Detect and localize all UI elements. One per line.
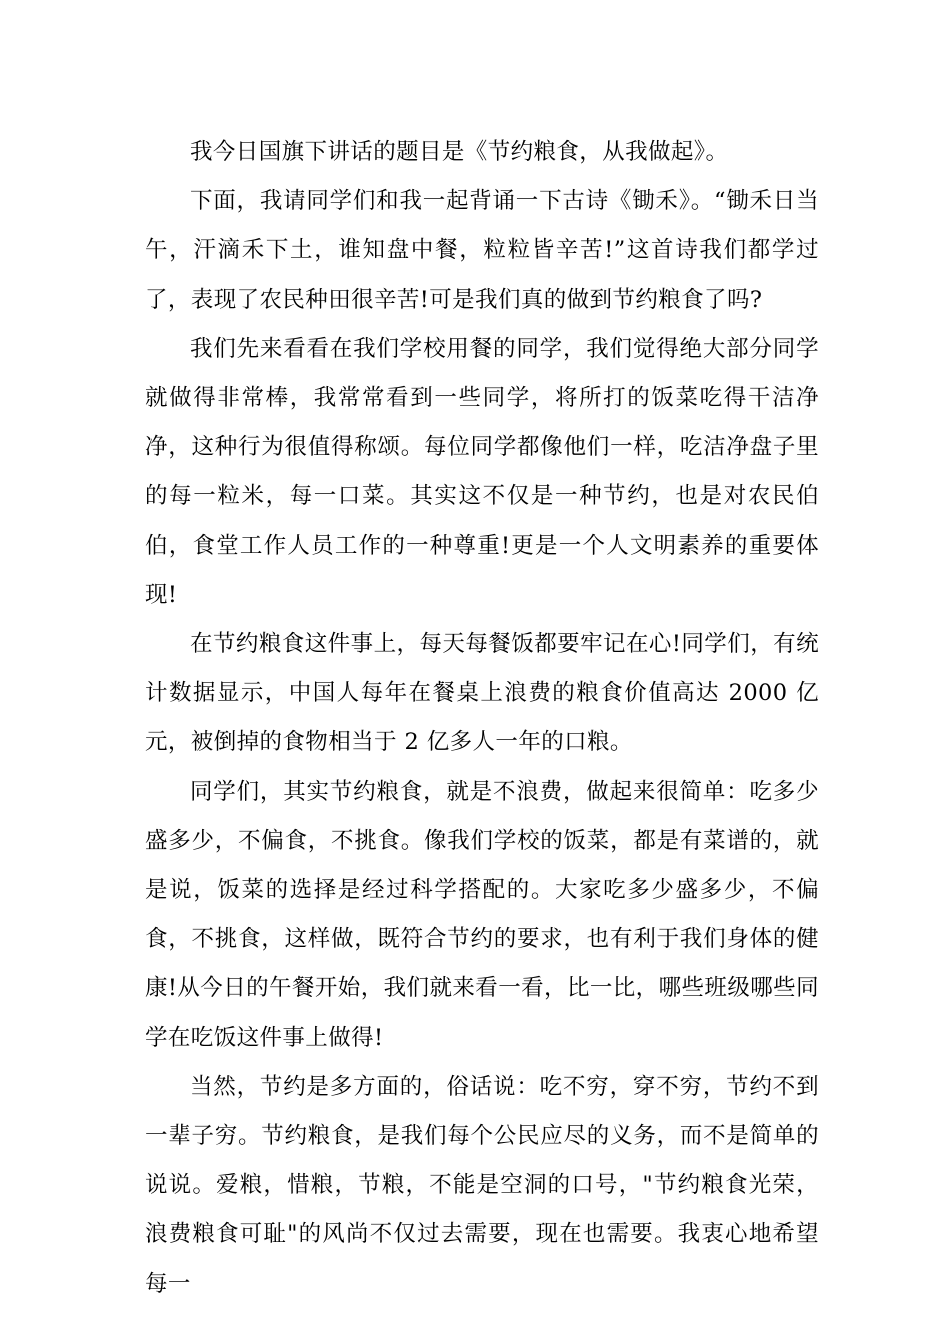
paragraph-6: 当然，节约是多方面的，俗话说：吃不穷，穿不穷，节约不到一辈子穷。节约粮食，是我们每个公民应尽的义务，而不是简单的说说。爱粮，惜粮，节粮，不能是空洞的口号，"节约粮食光荣，浪费粮食可耻"的风尚不仅过去需要，现在也需要。我衷心地希望每一 (145, 1073, 819, 1297)
paragraph-2: 下面，我请同学们和我一起背诵一下古诗《锄禾》。“锄禾日当午，汗滴禾下土，谁知盘中餐，粒粒皆辛苦!”这首诗我们都学过了，表现了农民种田很辛苦!可是我们真的做到节约粮食了吗? (145, 188, 819, 313)
paragraph-5: 同学们，其实节约粮食，就是不浪费，做起来很简单：吃多少盛多少，不偏食，不挑食。像我们学校的饭菜，都是有菜谱的，就是说，饭菜的选择是经过科学搭配的。大家吃多少盛多少，不偏食，不挑食，这样做，既符合节约的要求，也有利于我们身体的健康!从今日的午餐开始，我们就来看一看，比一比，哪些班级哪些同学在吃饭这件事上做得! (145, 778, 819, 1051)
document-body (145, 128, 819, 1309)
paragraph-4: 在节约粮食这件事上，每天每餐饭都要牢记在心!同学们，有统计数据显示，中国人每年在餐桌上浪费的粮食价值高达 2000 亿元，被倒掉的食物相当于 2 亿多人一年的口粮。 (145, 631, 819, 756)
paragraph-1: 我今日国旗下讲话的题目是《节约粮食，从我做起》。 (190, 139, 729, 165)
paragraph-3: 我们先来看看在我们学校用餐的同学，我们觉得绝大部分同学就做得非常棒，我常常看到一些同学，将所打的饭菜吃得干洁净净，这种行为很值得称颂。每位同学都像他们一样，吃洁净盘子里的每一粒米，每一口菜。其实这不仅是一种节约，也是对农民伯伯，食堂工作人员工作的一种尊重!更是一个人文明素养的重要体现! (145, 335, 819, 608)
